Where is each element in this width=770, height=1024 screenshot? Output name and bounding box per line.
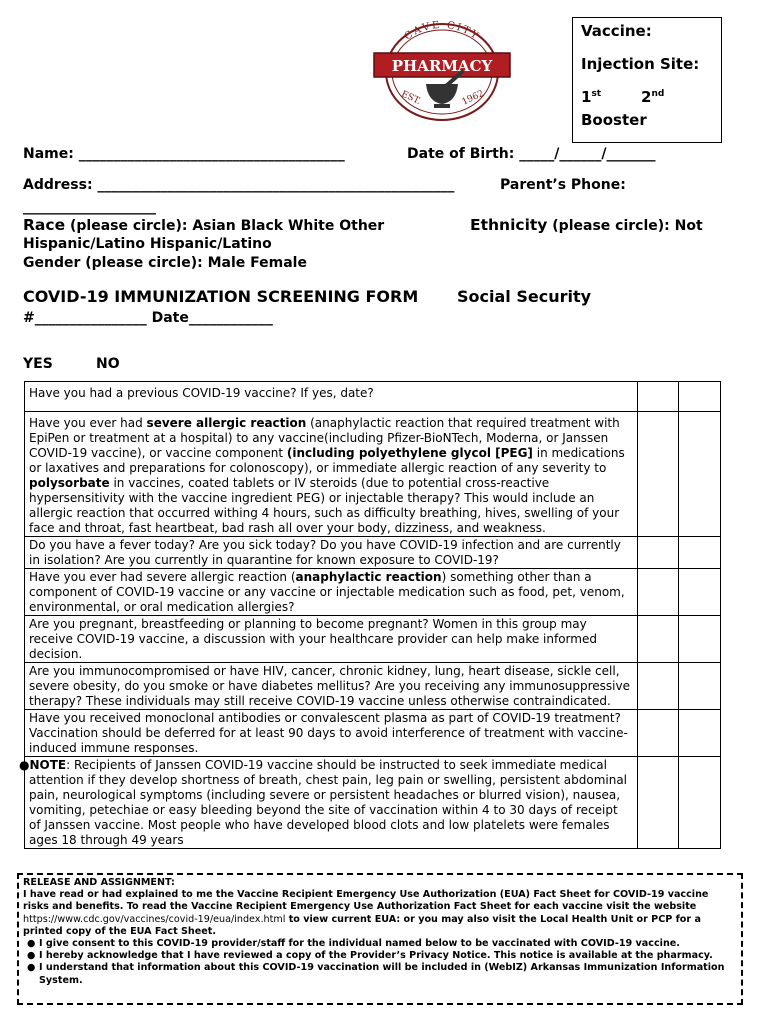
vaccine-info-box	[572, 17, 722, 143]
ethnicity-options[interactable]: Hispanic/Latino Hispanic/Latino	[23, 236, 272, 252]
yes-header: YES	[23, 356, 53, 372]
no-header: NO	[96, 356, 120, 372]
yes-checkbox[interactable]	[637, 412, 679, 537]
booster-label[interactable]: Booster	[581, 111, 647, 129]
ss-date-field[interactable]: #________________ Date____________	[23, 310, 273, 326]
release-paragraph: I have read or had explained to me the Vaccine Recipient Emergency Use Authorization (EUA) Fact Sheet for COVID-19 vaccine risks and benefits. To read the Vaccine Recipient Emergency Use Authorization Fact Sheet for each vaccine visit the website https://www.cdc.gov/vaccines/covid-19/eua/index.html to view current EUA: or you may also visit the Local Health Unit or PCP for a printed copy of the EUA Fact Sheet.	[23, 889, 709, 937]
question-cell: Have you had a previous COVID-19 vaccine? If yes, date?	[25, 382, 638, 412]
question-cell: Do you have a fever today? Are you sick today? Do you have COVID-19 infection and are currently in isolation? Are you currently in quarantine for known exposure to COVID-19?	[25, 537, 638, 569]
table-row	[25, 663, 721, 710]
logo-top-text: CAVE CITY	[402, 20, 482, 43]
release-section	[17, 873, 743, 1005]
name-field[interactable]: Name: ______________________________________	[23, 146, 345, 162]
dose-second[interactable]: 2nd	[641, 88, 665, 106]
form-title: COVID-19 IMMUNIZATION SCREENING FORM	[23, 287, 419, 306]
yes-checkbox[interactable]	[637, 616, 679, 663]
release-title: RELEASE AND ASSIGNMENT:	[23, 877, 175, 888]
table-row	[25, 412, 721, 537]
table-row	[25, 382, 721, 412]
injection-site-label: Injection Site:	[581, 55, 700, 73]
yes-checkbox[interactable]	[637, 663, 679, 710]
no-checkbox[interactable]	[679, 663, 721, 710]
ethnicity-selector[interactable]: Ethnicity (please circle): Not	[470, 216, 703, 234]
logo-est: EST.	[399, 89, 423, 108]
social-security-label: Social Security	[457, 287, 592, 306]
no-checkbox[interactable]	[679, 382, 721, 412]
race-selector[interactable]: Race (please circle): Asian Black White Other	[23, 216, 385, 234]
question-cell: Have you received monoclonal antibodies or convalescent plasma as part of COVID-19 treatment? Vaccination should be deferred for at least 90 days to avoid interference of treatment with vaccine-induced immune responses.	[25, 710, 638, 757]
yes-checkbox[interactable]	[637, 569, 679, 616]
dob-field[interactable]: Date of Birth: _____/______/_______	[407, 146, 656, 162]
yes-checkbox[interactable]	[637, 537, 679, 569]
address-field[interactable]: Address: ___________________________________________________	[23, 177, 455, 193]
table-row	[25, 616, 721, 663]
question-cell: Are you immunocompromised or have HIV, cancer, chronic kidney, lung, heart disease, sickle cell, severe obesity, do you smoke or have diabetes mellitus? Are you receiving any immunosuppressive therapy? These individuals may still receive COVID-19 vaccine unless otherwise contraindicated.	[25, 663, 638, 710]
yes-checkbox[interactable]	[637, 757, 679, 849]
no-checkbox[interactable]	[679, 616, 721, 663]
gender-selector[interactable]: Gender (please circle): Male Female	[23, 255, 307, 271]
question-cell: Are you pregnant, breastfeeding or planning to become pregnant? Women in this group may receive COVID-19 vaccine, a discussion with your healthcare provider can help make informed decision.	[25, 616, 638, 663]
no-checkbox[interactable]	[679, 757, 721, 849]
pharmacy-logo	[372, 20, 512, 124]
logo-name: PHARMACY	[391, 57, 493, 75]
question-cell: Have you ever had severe allergic reaction (anaphylactic reaction) something other than a component of COVID-19 vaccine or any vaccine or injectable medication such as food, pet, venom, environmental, or oral medication allergies?	[25, 569, 638, 616]
no-checkbox[interactable]	[679, 412, 721, 537]
dose-first[interactable]: 1st	[581, 88, 602, 106]
parent-phone-label: Parent’s Phone:	[500, 177, 626, 193]
table-row	[25, 757, 721, 849]
no-checkbox[interactable]	[679, 569, 721, 616]
vaccine-label: Vaccine:	[581, 22, 652, 40]
privacy-bullet: ● I hereby acknowledge that I have reviewed a copy of the Provider’s Privacy Notice. This notice is available at the pharmacy.	[39, 950, 737, 962]
table-row	[25, 537, 721, 569]
logo-year: 1962	[460, 88, 486, 108]
consent-bullet: ● I give consent to this COVID-19 provider/staff for the individual named below to be vaccinated with COVID-19 vaccine.	[39, 938, 737, 950]
yes-checkbox[interactable]	[637, 382, 679, 412]
screening-table	[19, 381, 721, 849]
yes-checkbox[interactable]	[637, 710, 679, 757]
note-cell: ●NOTE: Recipients of Janssen COVID-19 vaccine should be instructed to seek immediate medical attention if they develop shortness of breath, chest pain, leg pain or swelling, persistent abdominal pain, neurological symptoms (including severe or persistent headaches or blurred vision), nausea, vomiting, petechiae or easy bleeding beyond the site of vaccination within 4 to 30 days of receipt of Janssen vaccine. Most people who have developed blood clots and low platelets were females ages 18 through 49 years	[25, 757, 638, 849]
no-checkbox[interactable]	[679, 537, 721, 569]
no-checkbox[interactable]	[679, 710, 721, 757]
phone-field[interactable]: ___________________	[23, 199, 156, 215]
table-row	[25, 710, 721, 757]
eua-link[interactable]: https://www.cdc.gov/vaccines/covid-19/eua/index.html	[23, 913, 286, 925]
webiz-bullet: ● I understand that information about this COVID-19 vaccination will be included in (WebIZ) Arkansas Immunization Information System.	[39, 962, 737, 986]
table-row	[25, 569, 721, 616]
question-cell: Have you ever had severe allergic reaction (anaphylactic reaction that required treatment with EpiPen or treatment at a hospital) to any vaccine(including Pfizer-BioNTech, Moderna, or Janssen COVID-19 vaccine), or vaccine component (including polyethylene glycol [PEG] in medications or laxatives and preparations for colonoscopy), or immediate allergic reaction of any severity to polysorbate in vaccines, coated tablets or IV steroids (due to potential cross-reactive hypersensitivity with the vaccine ingredient PEG) or injectable therapy? This would include an allergic reaction that occurred withing 4 hours, such as difficulty breathing, hives, swelling of your face and throat, fast heartbeat, bad rash all over your body, dizziness, and weakness.	[25, 412, 638, 537]
